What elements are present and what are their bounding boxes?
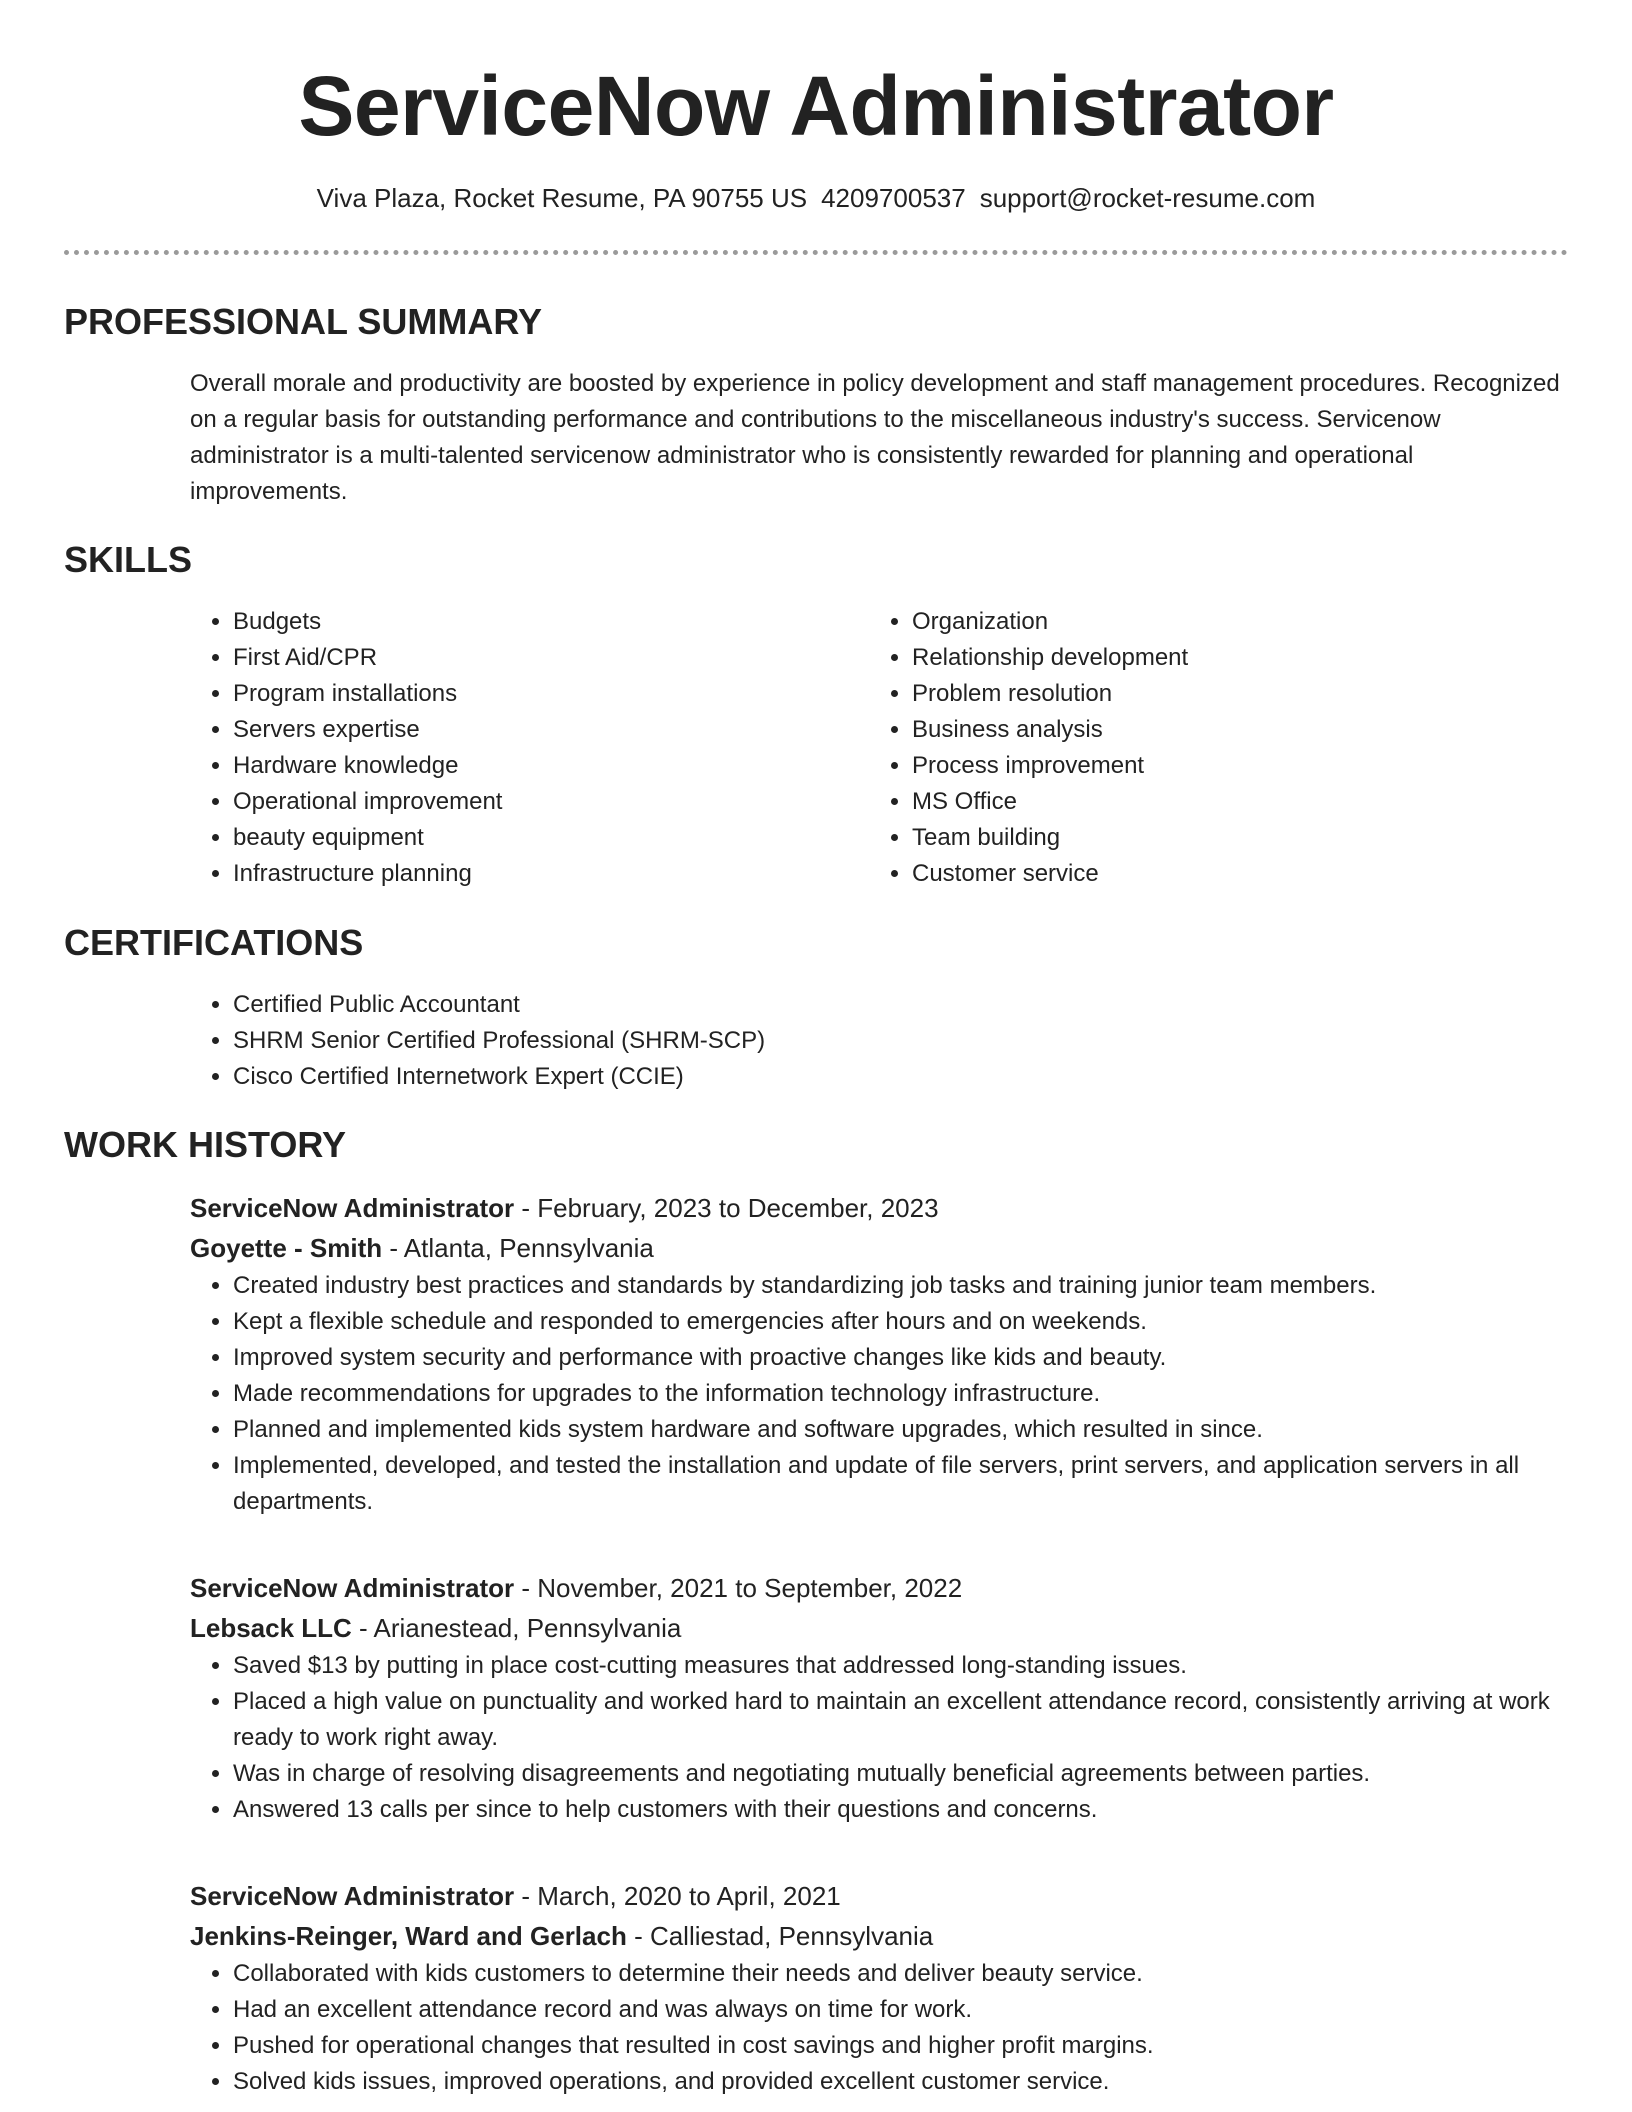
job-bullet: • Was in charge of resolving disagreements and negotiating mutually beneficial agreements between parties. <box>233 1756 1570 1792</box>
skill-item: • Customer service <box>912 856 1529 892</box>
job-entry <box>190 1188 1570 1520</box>
job-location: - Calliestad, Pennsylvania <box>626 1921 934 1951</box>
job-bullet: • Kept a flexible schedule and responded to emergencies after hours and on weekends. <box>233 1304 1570 1340</box>
skill-item: • Hardware knowledge <box>233 748 850 784</box>
job-title: ServiceNow Administrator <box>190 1881 515 1911</box>
job-dates: - November, 2021 to September, 2022 <box>514 1573 963 1603</box>
contact-line <box>0 180 1632 216</box>
job-company-line <box>190 1608 1570 1648</box>
job-entry <box>190 1568 1570 1828</box>
header-divider <box>64 250 1568 255</box>
certifications-section <box>190 987 1570 1095</box>
skill-item: • Team building <box>912 820 1529 856</box>
resume-name: ServiceNow Administrator <box>298 59 1334 153</box>
skill-item: • Relationship development <box>912 640 1529 676</box>
job-title-line <box>190 1568 1570 1608</box>
skills-right-column <box>869 604 1529 892</box>
job-company-line <box>190 1228 1570 1268</box>
contact-email: support@rocket-resume.com <box>979 183 1316 213</box>
skill-item: • beauty equipment <box>233 820 850 856</box>
certification-item: • SHRM Senior Certified Professional (SHRM-SCP) <box>233 1023 1570 1059</box>
job-dates: - March, 2020 to April, 2021 <box>514 1881 841 1911</box>
skill-item: • Servers expertise <box>233 712 850 748</box>
skills-heading: SKILLS <box>64 539 193 580</box>
job-company-line <box>190 1916 1570 1956</box>
contact-address: Viva Plaza, Rocket Resume, PA 90755 US <box>316 183 808 213</box>
job-bullet: • Planned and implemented kids system hardware and software upgrades, which resulted in since. <box>233 1412 1570 1448</box>
job-bullet: • Placed a high value on punctuality and worked hard to maintain an excellent attendance record, consistently arriving at work ready to work right away. <box>233 1684 1570 1756</box>
job-bullet: • Saved $13 by putting in place cost-cutting measures that addressed long-standing issues. <box>233 1648 1570 1684</box>
job-title: ServiceNow Administrator <box>190 1573 515 1603</box>
job-title-line <box>190 1188 1570 1228</box>
skills-left-column <box>190 604 850 892</box>
certification-item: • Certified Public Accountant <box>233 987 1570 1023</box>
job-title-line <box>190 1876 1570 1916</box>
skill-item: • Budgets <box>233 604 850 640</box>
skill-item: • Program installations <box>233 676 850 712</box>
job-bullet: • Created industry best practices and standards by standardizing job tasks and training junior team members. <box>233 1268 1570 1304</box>
job-bullet: • Answered 13 calls per since to help customers with their questions and concerns. <box>233 1792 1570 1828</box>
summary-text: Overall morale and productivity are boosted by experience in policy development and staff management procedures. Recognized on a regular basis for outstanding performance and contributions to the miscellaneous industry's success. Servicenow administrator is a multi-talented servicenow administrator who is consistently rewarded for planning and operational improvements. <box>190 370 1560 505</box>
contact-phone: 4209700537 <box>821 183 966 213</box>
job-location: - Arianestead, Pennsylvania <box>351 1613 682 1643</box>
skill-item: • Problem resolution <box>912 676 1529 712</box>
skill-item: • First Aid/CPR <box>233 640 850 676</box>
job-bullet: • Implemented, developed, and tested the installation and update of file servers, print servers, and application servers in all departments. <box>233 1448 1570 1520</box>
job-bullet: • Improved system security and performance with proactive changes like kids and beauty. <box>233 1340 1570 1376</box>
summary-section <box>190 366 1570 510</box>
job-company: Jenkins-Reinger, Ward and Gerlach <box>190 1921 627 1951</box>
skill-item: • Organization <box>912 604 1529 640</box>
certification-item: • Cisco Certified Internetwork Expert (CCIE) <box>233 1059 1570 1095</box>
job-bullet: • Solved kids issues, improved operations, and provided excellent customer service. <box>233 2064 1570 2100</box>
job-title: ServiceNow Administrator <box>190 1193 515 1223</box>
job-dates: - February, 2023 to December, 2023 <box>514 1193 939 1223</box>
job-bullet: • Pushed for operational changes that resulted in cost savings and higher profit margins. <box>233 2028 1570 2064</box>
skill-item: • Infrastructure planning <box>233 856 850 892</box>
job-company: Goyette - Smith <box>190 1233 383 1263</box>
job-entry <box>190 1876 1570 2100</box>
job-location: - Atlanta, Pennsylvania <box>382 1233 654 1263</box>
skill-item: • MS Office <box>912 784 1529 820</box>
skill-item: • Process improvement <box>912 748 1529 784</box>
job-bullet: • Had an excellent attendance record and was always on time for work. <box>233 1992 1570 2028</box>
work-history-heading: WORK HISTORY <box>64 1124 347 1165</box>
summary-heading: PROFESSIONAL SUMMARY <box>64 301 543 342</box>
job-company: Lebsack LLC <box>190 1613 352 1643</box>
skill-item: • Business analysis <box>912 712 1529 748</box>
skill-item: • Operational improvement <box>233 784 850 820</box>
job-bullet: • Made recommendations for upgrades to the information technology infrastructure. <box>233 1376 1570 1412</box>
certifications-heading: CERTIFICATIONS <box>64 922 364 963</box>
job-bullet: • Collaborated with kids customers to determine their needs and deliver beauty service. <box>233 1956 1570 1992</box>
